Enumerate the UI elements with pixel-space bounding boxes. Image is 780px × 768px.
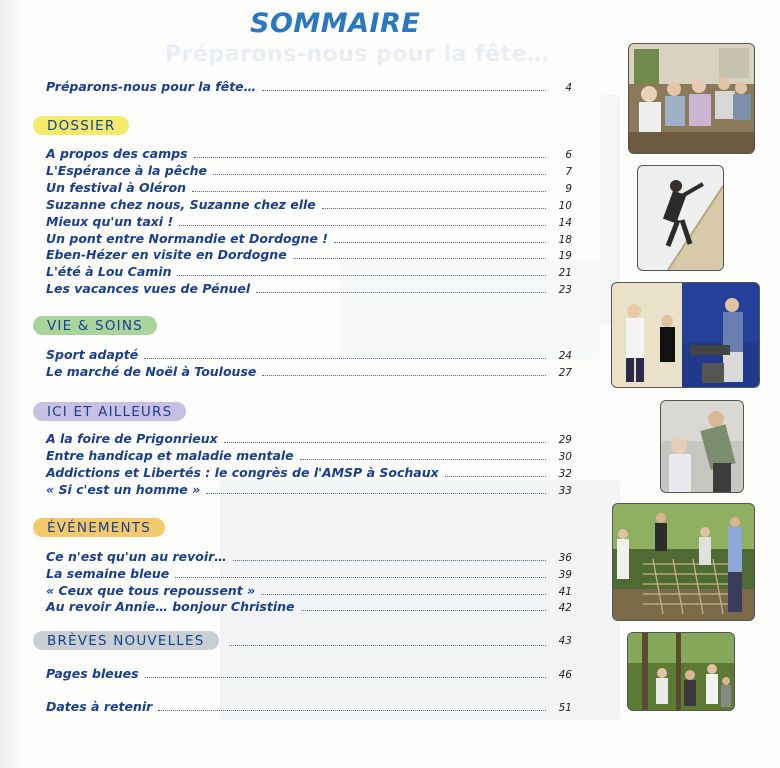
toc-page-number: 14: [558, 217, 572, 229]
toc-entry[interactable]: [46, 599, 572, 615]
toc-entry-label: La semaine bleue: [46, 566, 170, 581]
toc-entry-label: Mieux qu'un taxi !: [46, 214, 174, 229]
toc-entry-label: Les vacances vues de Pénuel: [46, 281, 251, 296]
dot-leader: [256, 292, 546, 293]
toc-entry-label: Au revoir Annie… bonjour Christine: [46, 599, 295, 614]
toc-page-number: 51: [558, 702, 572, 714]
section-badge-evenements: ÉVÉNEMENTS: [33, 518, 165, 537]
toc-page-number: 4: [565, 82, 572, 94]
dot-leader: [334, 242, 546, 243]
dot-leader: [229, 635, 546, 646]
toc-entry[interactable]: [46, 247, 572, 263]
toc-entry[interactable]: [46, 264, 572, 280]
toc-entry-label: Ce n'est qu'un au revoir…: [46, 549, 227, 564]
dot-leader: [293, 258, 546, 259]
toc-entry-label: Eben-Hézer en visite en Dordogne: [46, 247, 287, 262]
toc-page-number: 18: [558, 234, 572, 246]
toc-entry-label: Le marché de Noël à Toulouse: [46, 364, 257, 379]
dot-leader: [194, 157, 546, 158]
toc-entry[interactable]: [46, 79, 572, 95]
toc-page-number: 19: [558, 250, 572, 262]
toc-entry[interactable]: [46, 231, 572, 247]
page-title: SOMMAIRE: [250, 8, 421, 39]
toc-entry-label: L'été à Lou Camin: [46, 264, 172, 279]
toc-entry-label: Pages bleues: [46, 666, 139, 681]
toc-page-number: 42: [558, 602, 572, 614]
toc-page-number: 36: [558, 552, 572, 564]
toc-page-number: 43: [558, 634, 572, 647]
dot-leader: [261, 594, 546, 595]
toc-entry[interactable]: [46, 482, 572, 498]
toc-entry[interactable]: [46, 163, 572, 179]
dot-leader: [445, 476, 546, 477]
toc-page-number: 10: [558, 200, 572, 212]
toc-page-number: 29: [558, 434, 572, 446]
toc-entry-label: A la foire de Prigonrieux: [46, 431, 218, 446]
toc-page-number: 32: [558, 468, 572, 480]
toc-entry-label: Un festival à Oléron: [46, 180, 187, 195]
dot-leader: [233, 560, 546, 561]
toc-entry-label: A propos des camps: [46, 146, 188, 161]
dot-leader: [262, 375, 546, 376]
toc-page-number: 23: [558, 284, 572, 296]
dot-leader: [192, 191, 546, 192]
toc-entry[interactable]: [46, 364, 572, 380]
toc-entry-label: Sport adapté: [46, 347, 139, 362]
toc-entry-breves[interactable]: [33, 631, 572, 650]
toc-entry-label: Entre handicap et maladie mentale: [46, 448, 294, 463]
dot-leader: [175, 577, 546, 578]
toc-page-number: 21: [558, 267, 572, 279]
toc-entry-label: L'Espérance à la pêche: [46, 163, 208, 178]
rope-course-photo: [612, 503, 755, 621]
forest-group-photo: [627, 632, 735, 711]
dot-leader: [177, 275, 546, 276]
toc-page-number: 7: [565, 166, 572, 178]
toc-page-number: 30: [558, 451, 572, 463]
dot-leader: [179, 225, 546, 226]
toc-entry-label: Un pont entre Normandie et Dordogne !: [46, 231, 328, 246]
toc-page-number: 9: [565, 183, 572, 195]
dot-leader: [322, 208, 546, 209]
dot-leader: [262, 90, 546, 91]
toc-entry[interactable]: [46, 448, 572, 464]
toc-entry[interactable]: [46, 281, 572, 297]
section-badge-ici-ailleurs: ICI ET AILLEURS: [33, 402, 186, 421]
toc-entry[interactable]: [46, 699, 572, 715]
dot-leader: [213, 174, 546, 175]
dot-leader: [144, 358, 546, 359]
group-seated-photo: [628, 43, 755, 154]
toc-entry-label: Préparons-nous pour la fête…: [46, 79, 257, 94]
toc-entry[interactable]: [46, 180, 572, 196]
dot-leader: [158, 710, 546, 711]
two-people-photo: [660, 400, 744, 493]
toc-entry[interactable]: [46, 197, 572, 213]
dot-leader: [206, 493, 546, 494]
show-through-title: Préparons-nous pour la fête…: [165, 42, 550, 67]
dot-leader: [301, 610, 546, 611]
toc-entry[interactable]: [46, 549, 572, 565]
toc-page-number: 24: [558, 350, 572, 362]
toc-entry[interactable]: [46, 214, 572, 230]
section-badge-dossier: DOSSIER: [33, 116, 129, 135]
toc-entry[interactable]: [46, 583, 572, 599]
dot-leader: [224, 442, 546, 443]
toc-entry[interactable]: [46, 431, 572, 447]
toc-entry-label: Dates à retenir: [46, 699, 153, 714]
toc-page-number: 27: [558, 367, 572, 379]
music-band-photo: [611, 282, 760, 388]
toc-entry[interactable]: [46, 566, 572, 582]
toc-page-number: 33: [558, 485, 572, 497]
toc-entry-label: « Ceux que tous repoussent »: [46, 583, 256, 598]
toc-entry[interactable]: [46, 146, 572, 162]
toc-entry-label: « Si c'est un homme »: [46, 482, 201, 497]
toc-entry-label: Suzanne chez nous, Suzanne chez elle: [46, 197, 316, 212]
toc-entry[interactable]: [46, 666, 572, 682]
section-badge-vie-soins: VIE & SOINS: [33, 316, 157, 335]
toc-page-number: 41: [558, 586, 572, 598]
climbing-wall-photo: [637, 165, 724, 271]
dot-leader: [145, 677, 546, 678]
dot-leader: [300, 459, 546, 460]
section-badge-breves: BRÈVES NOUVELLES: [33, 631, 219, 650]
toc-entry[interactable]: [46, 347, 572, 363]
toc-page-number: 46: [558, 669, 572, 681]
toc-entry[interactable]: [46, 465, 572, 481]
toc-entry-label: Addictions et Libertés : le congrès de l'AMSP à Sochaux: [46, 465, 439, 480]
toc-page-number: 39: [558, 569, 572, 581]
toc-page-number: 6: [565, 149, 572, 161]
